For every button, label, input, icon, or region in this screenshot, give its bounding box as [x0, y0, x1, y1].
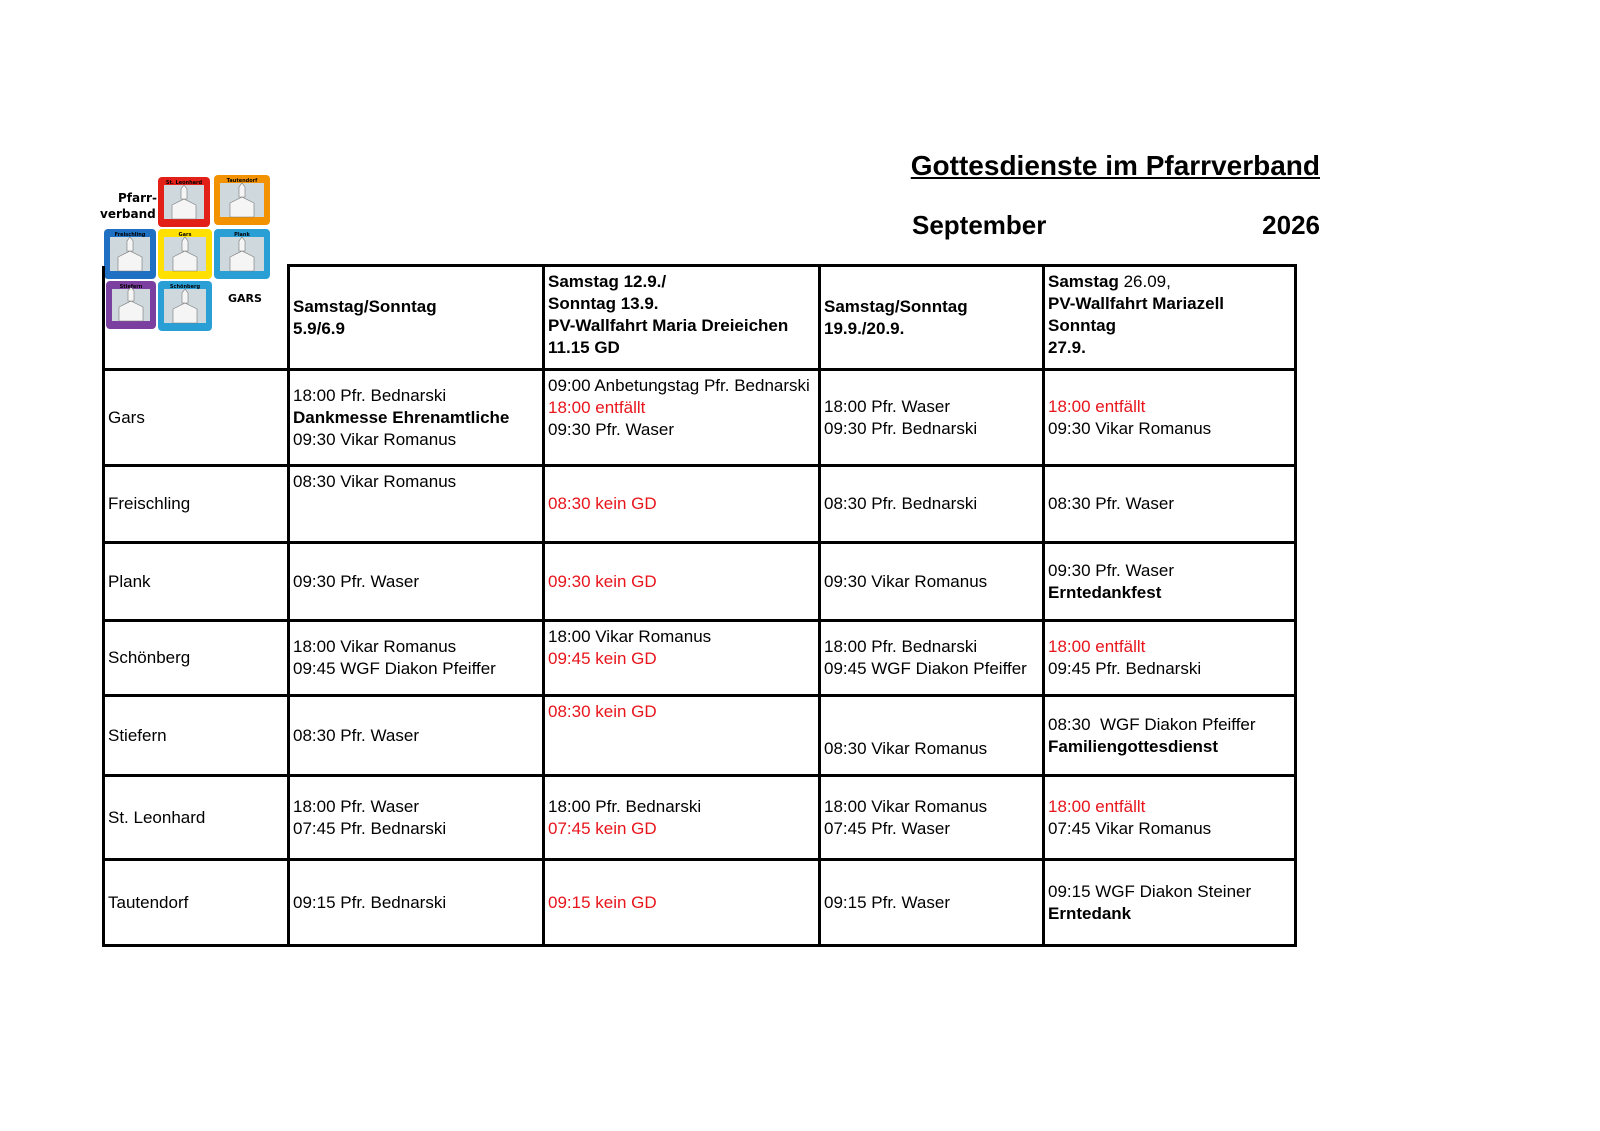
- cancelled-service: 18:00 entfällt: [548, 398, 646, 417]
- service-note: Erntedank: [1048, 903, 1132, 923]
- service-entry: 09:45 WGF Diakon Pfeiffer: [824, 659, 1027, 678]
- table-row: [104, 860, 1296, 946]
- column-header-line: 11.15 GD: [548, 338, 620, 357]
- service-entry: 07:45 Pfr. Bednarski: [293, 818, 447, 838]
- service-cell: [1044, 696, 1296, 776]
- service-cell: [820, 466, 1044, 543]
- corner-cell: [104, 266, 289, 370]
- service-cell: [820, 621, 1044, 696]
- table-row: [104, 466, 1296, 543]
- service-entry: 09:30 Pfr. Waser: [1048, 560, 1174, 580]
- table-row: [104, 370, 1296, 466]
- svg-text:Stiefern: Stiefern: [119, 284, 143, 290]
- service-entry: 09:30 Pfr. Waser: [293, 571, 419, 591]
- service-entry: 07:45 Vikar Romanus: [1048, 818, 1212, 838]
- column-header-line: 5.9/6.9: [293, 318, 345, 338]
- service-entry: 08:30 Pfr. Waser: [293, 725, 419, 745]
- column-header-line: PV-Wallfahrt Mariazell: [1048, 294, 1225, 313]
- cancelled-service: 07:45 kein GD: [548, 818, 657, 838]
- service-cell: [289, 776, 544, 860]
- service-entry: 09:30 Vikar Romanus: [1048, 418, 1212, 438]
- cancelled-service: 09:30 kein GD: [548, 571, 657, 591]
- svg-text:Gars: Gars: [178, 232, 192, 238]
- schedule-table: [102, 264, 1297, 947]
- service-cell: [1044, 543, 1296, 621]
- cancelled-service: 18:00 entfällt: [1048, 396, 1146, 416]
- parish-name: Freischling: [104, 466, 289, 543]
- column-header-1: [289, 266, 544, 370]
- service-cell: [289, 621, 544, 696]
- cancelled-service: 18:00 entfällt: [1048, 796, 1146, 816]
- service-entry: 18:00 Vikar Romanus: [293, 637, 457, 656]
- svg-text:Schönberg: Schönberg: [169, 284, 201, 290]
- service-cell: [544, 621, 820, 696]
- year-label: 2026: [1262, 210, 1320, 240]
- cancelled-service: 08:30 kein GD: [548, 702, 657, 721]
- service-entry: 09:45 Pfr. Bednarski: [1048, 659, 1202, 678]
- svg-text:Plank: Plank: [234, 232, 250, 238]
- service-cell: [544, 466, 820, 543]
- logo-text-gars: GARS: [228, 292, 262, 305]
- parish-name: Tautendorf: [104, 860, 289, 946]
- service-entry: 08:30 Vikar Romanus: [824, 739, 988, 758]
- service-note: Familiengottesdienst: [1048, 736, 1219, 756]
- page-title: Gottesdienste im Pfarrverband: [910, 150, 1320, 181]
- service-cell: [1044, 466, 1296, 543]
- cancelled-service: 09:15 kein GD: [548, 892, 657, 912]
- svg-text:Tautendorf: Tautendorf: [226, 178, 258, 184]
- column-header-line: 19.9./20.9.: [824, 318, 905, 338]
- service-entry: 18:00 Pfr. Bednarski: [293, 385, 447, 405]
- logo-text-top: Pfarr-: [118, 191, 157, 205]
- service-entry: 08:30 Vikar Romanus: [293, 472, 457, 491]
- service-entry: 09:45 WGF Diakon Pfeiffer: [293, 659, 496, 678]
- parish-name: St. Leonhard: [104, 776, 289, 860]
- service-cell: [544, 543, 820, 621]
- month-label: September: [912, 210, 1047, 240]
- service-entry: 09:30 Vikar Romanus: [824, 571, 988, 591]
- column-header-line: Samstag 12.9./: [548, 272, 667, 291]
- service-cell: [1044, 370, 1296, 466]
- service-cell: [289, 860, 544, 946]
- service-note: Erntedankfest: [1048, 582, 1162, 602]
- parish-name: Stiefern: [104, 696, 289, 776]
- service-cell: [1044, 621, 1296, 696]
- service-cell: [544, 776, 820, 860]
- parish-name: Plank: [104, 543, 289, 621]
- service-entry: 18:00 Vikar Romanus: [824, 796, 988, 816]
- service-note: Dankmesse Ehrenamtliche: [293, 407, 510, 427]
- service-cell: [820, 860, 1044, 946]
- header-row: [104, 266, 1296, 370]
- service-entry: 07:45 Pfr. Waser: [824, 818, 950, 838]
- column-header-line: Sonntag: [1048, 316, 1116, 335]
- service-entry: 18:00 Pfr. Waser: [824, 396, 950, 416]
- svg-text:Freischling: Freischling: [114, 232, 146, 238]
- service-cell: [820, 543, 1044, 621]
- service-entry: 09:30 Vikar Romanus: [293, 429, 457, 449]
- service-cell: [1044, 860, 1296, 946]
- service-cell: [1044, 776, 1296, 860]
- column-header-line: Samstag 26.09,: [1048, 272, 1171, 291]
- parish-name: Schönberg: [104, 621, 289, 696]
- table-row: [104, 621, 1296, 696]
- cancelled-service: 08:30 kein GD: [548, 494, 657, 513]
- service-entry: 18:00 Pfr. Waser: [293, 796, 419, 816]
- service-entry: 09:30 Pfr. Waser: [548, 420, 674, 439]
- column-header-line: Samstag/Sonntag: [293, 296, 437, 316]
- service-entry: 09:15 WGF Diakon Steiner: [1048, 881, 1252, 901]
- service-cell: [289, 466, 544, 543]
- column-header-line: PV-Wallfahrt Maria Dreieichen: [548, 316, 789, 335]
- service-cell: [544, 696, 820, 776]
- table-row: [104, 543, 1296, 621]
- service-entry: 18:00 Vikar Romanus: [548, 627, 712, 646]
- service-entry: 09:15 Pfr. Bednarski: [293, 892, 447, 912]
- column-header-4: [1044, 266, 1296, 370]
- service-entry: 18:00 Pfr. Bednarski: [548, 796, 702, 816]
- service-entry: 08:30 Pfr. Waser: [1048, 494, 1174, 513]
- service-entry: 08:30 WGF Diakon Pfeiffer: [1048, 714, 1256, 734]
- column-header-line: Samstag/Sonntag: [824, 296, 968, 316]
- table-row: [104, 776, 1296, 860]
- column-header-2: [544, 266, 820, 370]
- logo-text-mid: verband: [100, 207, 156, 221]
- service-cell: [289, 543, 544, 621]
- column-header-line: 27.9.: [1048, 338, 1086, 357]
- service-cell: [544, 370, 820, 466]
- column-header-3: [820, 266, 1044, 370]
- service-entry: 18:00 Pfr. Bednarski: [824, 637, 978, 656]
- table-row: [104, 696, 1296, 776]
- column-header-line: Sonntag 13.9.: [548, 294, 659, 313]
- logo-puzzle-tile: [214, 175, 270, 225]
- logo-puzzle-tile: [158, 177, 210, 227]
- service-cell: [289, 696, 544, 776]
- service-cell: [820, 776, 1044, 860]
- service-entry: 09:15 Pfr. Waser: [824, 892, 950, 912]
- svg-text:St. Leonhard: St. Leonhard: [165, 180, 203, 186]
- parish-name: Gars: [104, 370, 289, 466]
- cancelled-service: 18:00 entfällt: [1048, 637, 1146, 656]
- service-entry: 09:30 Pfr. Bednarski: [824, 418, 978, 438]
- service-cell: [544, 860, 820, 946]
- service-cell: [820, 696, 1044, 776]
- service-entry: 08:30 Pfr. Bednarski: [824, 494, 978, 513]
- cancelled-service: 09:45 kein GD: [548, 649, 657, 668]
- service-cell: [289, 370, 544, 466]
- service-cell: [820, 370, 1044, 466]
- service-entry: 09:00 Anbetungstag Pfr. Bednarski: [548, 376, 810, 395]
